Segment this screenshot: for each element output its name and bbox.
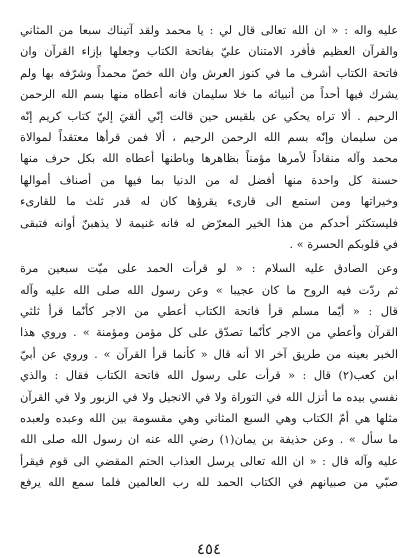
text-line: ثم ردّت فيه الروح ما كان عجيبا » وعن رسول الله صلى الله عليه وآله [20, 282, 398, 297]
text-line: محمد وآله منقاداً لأمرها مؤمناً بظاهرها وباطنها أعطاه الله بكل حرف منها [20, 151, 398, 166]
text-line: وخيراتها ومن استمع الى قارىء يقرؤها كان له قدر ثلث ما للقارىء [20, 194, 398, 209]
text-line: وعن الصادق عليه السلام : « لو قرأت الحمد على ميّت سبعين مرة [20, 261, 398, 276]
text-line: حسنة كل واحدة منها أفضل له من الدنيا بما فيها من أصناف أموالها [20, 172, 398, 187]
text-line: في قلوبكم الحسرة » . [289, 236, 398, 251]
paragraph-1 [20, 20, 398, 255]
text-line: عليه واله : « ان الله تعالى قال لي : يا محمد ولقد آتيناك سبعا من المثاني [20, 23, 398, 37]
text-line: فاتحة الكتاب أشرف ما في كنوز العرش وان الله خصّ محمداً وشرّفه بها ولم [20, 65, 398, 80]
text-line: الرحيم . ألا تراه يحكي عن بلقيس حين قالت إنّي ألقيَ إليّ كتاب كريم إنّه [20, 108, 398, 123]
text-line: يشرك فيها أحداً من أنبيائه ما خلا سليمان فانه أعطاه منها بسم الله الرحمن [20, 87, 398, 102]
paragraph-2 [20, 258, 398, 493]
text-line: فليستكثر أحدكم من هذا الخير المعرّض له فانه غنيمة لا يذهبنّ أوانه فتبقى [20, 215, 398, 230]
text-line: والقرآن العظيم فأفرد الامتنان عليّ بفاتحة الكتاب وجعلها بإزاء القرآن وان [20, 44, 398, 59]
text-line: الخبر بعينه من طريق آخر الا أنه قال « كأنما قرأ القرآن » . وروي عن أبيّ [20, 346, 398, 361]
page-number: ٤٥٤ [196, 540, 222, 558]
document-page [20, 20, 398, 558]
text-line: عليه وآله قال : « ان الله تعالى يرسل العذاب الحتم المقضي الى قوم فيقرأ [20, 453, 398, 468]
text-line: ما سأل » . وعن حذيفة بن يمان(١) رضي الله عنه ان رسول الله صلى الله [20, 432, 398, 447]
text-line: ابن كعب(٢) قال : « قرأت على رسول الله فاتحة الكتاب فقال : والذي [20, 368, 398, 383]
text-line: قال : « أيّما مسلم قرأ فاتحة الكتاب أعطي من الاجر كأنّما قرأ ثلثي [20, 304, 398, 319]
text-line: مثلها هي أمّ الكتاب وهي السبع المثاني وهي مقسومة بين الله وعبده ولعبده [20, 411, 398, 426]
text-line: صبّي من صبيانهم في الكتاب الحمد لله رب العالمين فلما سمع الله يرفع [20, 475, 398, 490]
text-line: نفسي بيده ما أنزل الله في التوراة ولا في الانجيل ولا في الزبور ولا في القرآن [20, 389, 398, 404]
text-line: القرآن وأعطي من الاجر كأنّما تصدّق على كل مؤمن ومؤمنة » . وروي هذا [20, 325, 398, 340]
text-line: من سليمان وإنّه بسم الله الرحمن الرحيم ، ألا فمن قرأها معتقداً لموالاة [20, 129, 398, 144]
